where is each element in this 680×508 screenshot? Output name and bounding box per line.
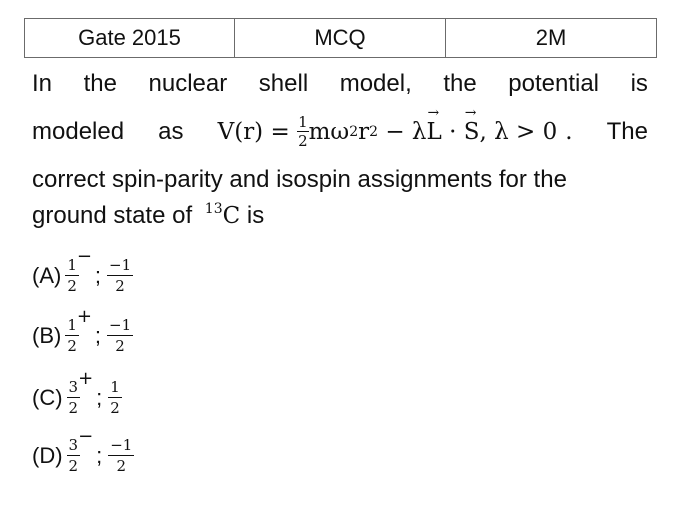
word: model,: [339, 70, 412, 97]
word: the: [443, 70, 477, 97]
vector-arrow-icon: →: [464, 105, 477, 121]
word: In: [32, 70, 53, 97]
separator: ;: [96, 443, 103, 468]
question-line-2: [32, 105, 648, 154]
minus-lambda: − λ: [378, 119, 427, 145]
separator: ;: [94, 323, 101, 348]
option-label: (A): [32, 263, 62, 288]
option-b[interactable]: [32, 306, 133, 362]
spin-fraction: $\frac{1}{2}$: [67, 316, 77, 355]
word: nuclear: [148, 70, 228, 97]
header-row: [25, 19, 657, 58]
word: modeled: [32, 118, 125, 145]
option-a[interactable]: [32, 246, 133, 302]
separator: ;: [94, 263, 101, 288]
vector-arrow-icon: →: [427, 105, 440, 121]
option-label: (C): [32, 385, 63, 410]
option-c[interactable]: [32, 368, 122, 424]
period: .: [565, 119, 573, 145]
word: shell: [258, 70, 309, 97]
potential-formula: V(r) = $\frac{1}{2}$ mω 2 r 2 − λ → L · → S , λ > 0 .: [217, 105, 573, 150]
term-r: r: [358, 119, 370, 145]
exam-cell: Gate 2015: [25, 19, 235, 58]
isospin-fraction: $\frac{1}{2}$: [110, 378, 120, 417]
question-type-cell: MCQ: [235, 19, 446, 58]
spin-fraction: $\frac{3}{2}$: [68, 378, 79, 417]
word: as: [158, 118, 184, 145]
isospin-fraction: $\frac{-1}{2}$: [110, 436, 133, 475]
question-header-table: [24, 18, 657, 58]
fraction-numerator: 1: [298, 113, 308, 131]
parity-sign: −: [78, 426, 94, 447]
parity-sign: +: [78, 368, 94, 389]
fraction-denominator: 2: [298, 132, 308, 150]
question-line-3: correct spin-parity and isospin assignments for the: [32, 166, 567, 193]
term-m-omega: mω: [308, 119, 350, 145]
isospin-fraction: $\frac{-1}{2}$: [109, 316, 132, 355]
potential-lhs: V(r) =: [217, 119, 290, 145]
dot-operator: ·: [441, 119, 464, 145]
marks-cell: 2M: [446, 19, 657, 58]
mass-number: 13: [204, 201, 223, 217]
word: The: [606, 118, 648, 145]
option-label: (B): [32, 323, 62, 348]
word: is: [630, 70, 648, 97]
vector-L: → L: [426, 105, 442, 145]
nucleus-carbon-13: $^{13}$C: [204, 201, 241, 229]
spin-fraction: $\frac{1}{2}$: [67, 256, 77, 295]
option-d[interactable]: [32, 426, 134, 482]
word: potential: [508, 70, 600, 97]
spin-fraction: $\frac{3}{2}$: [68, 436, 79, 475]
option-label: (D): [32, 443, 63, 468]
word: the: [83, 70, 117, 97]
question-line-4: ground state of $^{13}$C is: [32, 201, 265, 229]
parity-sign: +: [76, 306, 92, 327]
half-fraction: [297, 115, 309, 149]
question-line-1: [32, 70, 648, 98]
separator: ;: [96, 385, 103, 410]
lambda-condition: , λ > 0: [479, 119, 558, 145]
vector-S: → S: [463, 105, 480, 145]
isospin-fraction: $\frac{-1}{2}$: [109, 256, 132, 295]
parity-sign: −: [76, 246, 92, 267]
